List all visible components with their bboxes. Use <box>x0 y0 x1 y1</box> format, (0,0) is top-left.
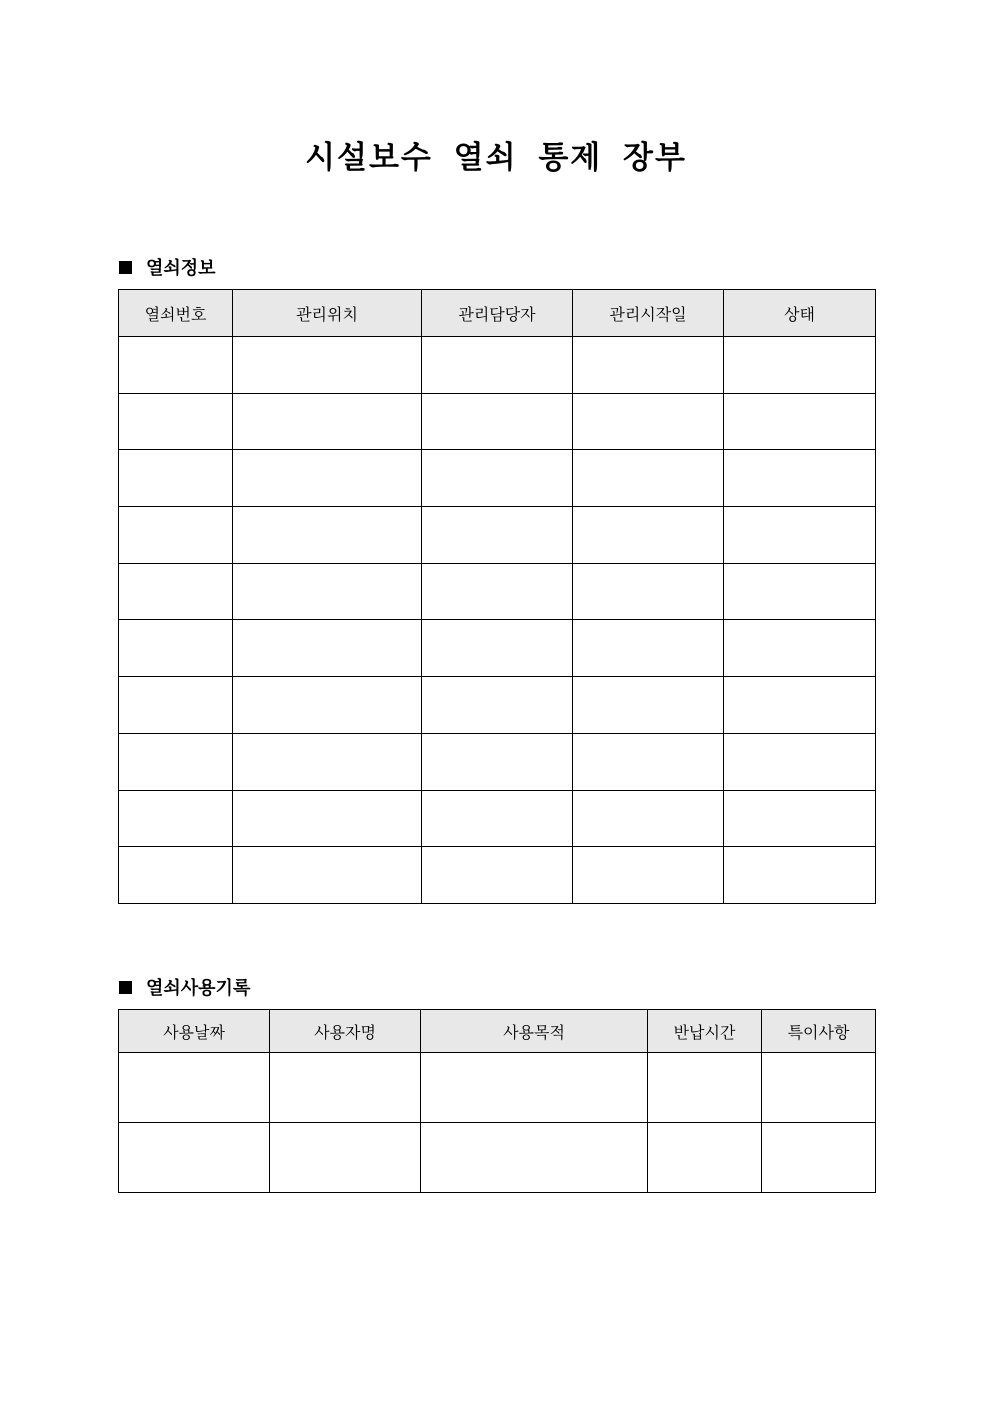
table-cell[interactable] <box>573 393 724 450</box>
column-header-location: 관리위치 <box>233 290 422 337</box>
table-row <box>119 1123 876 1193</box>
table-cell[interactable] <box>233 563 422 620</box>
table-cell[interactable] <box>422 847 573 904</box>
table-row <box>119 450 876 507</box>
column-header-use-date: 사용날짜 <box>119 1010 270 1053</box>
table-cell[interactable] <box>119 847 233 904</box>
column-header-manager: 관리담당자 <box>422 290 573 337</box>
table-cell[interactable] <box>724 790 876 847</box>
table-cell[interactable] <box>421 1123 648 1193</box>
usage-log-table <box>118 1009 876 1193</box>
table-row <box>119 847 876 904</box>
table-row <box>119 1053 876 1123</box>
table-cell[interactable] <box>119 507 233 564</box>
table-cell[interactable] <box>648 1123 762 1193</box>
table-header-row <box>119 290 876 337</box>
table-cell[interactable] <box>422 507 573 564</box>
table-row <box>119 733 876 790</box>
table-cell[interactable] <box>233 450 422 507</box>
column-header-purpose: 사용목적 <box>421 1010 648 1053</box>
table-cell[interactable] <box>422 563 573 620</box>
table-cell[interactable] <box>119 1053 270 1123</box>
table-cell[interactable] <box>573 620 724 677</box>
table-cell[interactable] <box>119 620 233 677</box>
table-cell[interactable] <box>573 337 724 394</box>
table-cell[interactable] <box>422 790 573 847</box>
table-row <box>119 507 876 564</box>
section-heading-label: 열쇠사용기록 <box>146 978 251 999</box>
table-cell[interactable] <box>422 393 573 450</box>
table-cell[interactable] <box>724 450 876 507</box>
table-cell[interactable] <box>421 1053 648 1123</box>
column-header-key-number: 열쇠번호 <box>119 290 233 337</box>
table-row <box>119 677 876 734</box>
table-cell[interactable] <box>573 847 724 904</box>
table-cell[interactable] <box>724 847 876 904</box>
table-cell[interactable] <box>233 337 422 394</box>
table-cell[interactable] <box>762 1053 876 1123</box>
table-cell[interactable] <box>119 337 233 394</box>
table-cell[interactable] <box>422 450 573 507</box>
table-cell[interactable] <box>119 1123 270 1193</box>
table-cell[interactable] <box>724 563 876 620</box>
table-cell[interactable] <box>119 733 233 790</box>
table-cell[interactable] <box>119 677 233 734</box>
table-cell[interactable] <box>724 677 876 734</box>
column-header-remarks: 특이사항 <box>762 1010 876 1053</box>
table-cell[interactable] <box>270 1053 421 1123</box>
table-cell[interactable] <box>422 677 573 734</box>
column-header-return-time: 반납시간 <box>648 1010 762 1053</box>
table-cell[interactable] <box>119 790 233 847</box>
table-cell[interactable] <box>233 507 422 564</box>
table-header-row <box>119 1010 876 1053</box>
table-cell[interactable] <box>573 790 724 847</box>
table-cell[interactable] <box>233 733 422 790</box>
table-cell[interactable] <box>233 620 422 677</box>
table-row <box>119 620 876 677</box>
table-cell[interactable] <box>648 1053 762 1123</box>
table-cell[interactable] <box>573 563 724 620</box>
column-header-start-date: 관리시작일 <box>573 290 724 337</box>
column-header-status: 상태 <box>724 290 876 337</box>
table-cell[interactable] <box>724 507 876 564</box>
table-cell[interactable] <box>422 620 573 677</box>
square-bullet-icon <box>119 981 132 994</box>
table-cell[interactable] <box>573 733 724 790</box>
table-cell[interactable] <box>573 677 724 734</box>
table-cell[interactable] <box>119 563 233 620</box>
table-cell[interactable] <box>422 337 573 394</box>
table-cell[interactable] <box>724 733 876 790</box>
table-cell[interactable] <box>573 507 724 564</box>
section-heading-key-info <box>119 254 216 280</box>
key-info-table <box>118 289 876 904</box>
table-cell[interactable] <box>233 790 422 847</box>
square-bullet-icon <box>119 261 132 274</box>
table-cell[interactable] <box>233 847 422 904</box>
section-heading-label: 열쇠정보 <box>146 258 216 279</box>
table-row <box>119 790 876 847</box>
section-heading-usage-log <box>119 974 250 1000</box>
table-cell[interactable] <box>762 1123 876 1193</box>
table-row <box>119 337 876 394</box>
table-cell[interactable] <box>119 393 233 450</box>
table-cell[interactable] <box>573 450 724 507</box>
table-cell[interactable] <box>724 620 876 677</box>
table-cell[interactable] <box>233 393 422 450</box>
table-cell[interactable] <box>119 450 233 507</box>
table-cell[interactable] <box>270 1123 421 1193</box>
table-row <box>119 393 876 450</box>
page-title: 시설보수 열쇠 통제 장부 <box>305 140 687 176</box>
table-cell[interactable] <box>724 337 876 394</box>
table-cell[interactable] <box>233 677 422 734</box>
table-row <box>119 563 876 620</box>
column-header-user-name: 사용자명 <box>270 1010 421 1053</box>
table-cell[interactable] <box>724 393 876 450</box>
table-cell[interactable] <box>422 733 573 790</box>
